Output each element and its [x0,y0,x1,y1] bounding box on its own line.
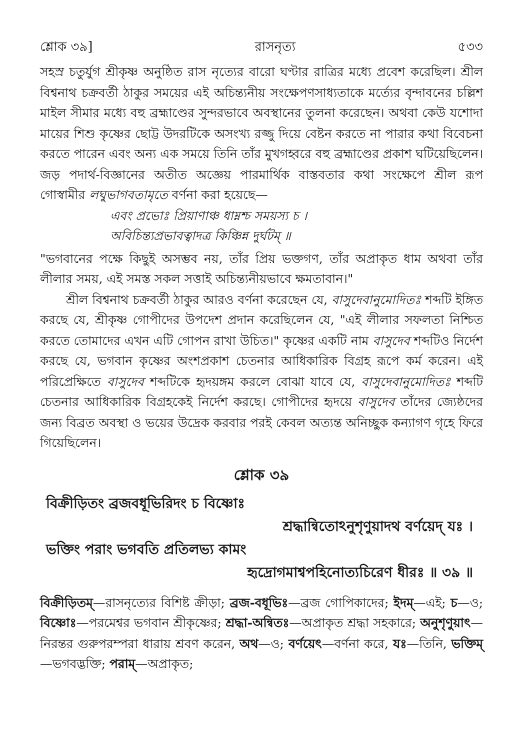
quoted-verse-line-2: অবিচিন্ত্যপ্রভাবত্বাদত্র কিঞ্চিন্ন দুর্ঘটম্ ॥ [110,228,291,243]
header-chapter-title: রাসনৃত্য [254,40,296,55]
synonym-word: ব্রজ-বধূভিঃ [229,594,289,610]
italic-term: বাসুদেবানুমোদিতঃ [331,291,422,307]
synonym-meaning: অপ্রাকৃত শ্রদ্ধা সহকারে; [301,615,421,630]
synonym-meaning: অপ্রাকৃত; [147,656,194,671]
synonym-word: অনুশৃণুয়াৎ [420,615,471,630]
header-verse-ref: শ্লোক ৩৯] [40,40,93,55]
synonym-dash: — [413,594,426,610]
para1-tail: বর্ণনা করা হয়েছে— [167,187,268,202]
synonym-meaning: ও; [270,635,289,651]
italic-term: বাসুদেব [357,394,395,409]
synonym-meaning: এই; [425,594,451,610]
synonym-dash: — [135,656,148,671]
synonym-dash: — [40,656,53,671]
synonym-word: অথ [239,635,259,651]
sloka-line-3: ভক্তিং পরাং ভগবতি প্রতিলভ্য কামং [46,541,247,558]
synonym-dash: — [406,635,420,651]
word-for-word-synonyms [40,593,483,675]
page-number: ৫৩৩ [457,40,483,55]
para2-text-segment: শ্রীল বিশ্বনাথ চক্রবর্তী ঠাকুর আরও বর্ণনা করেছেন যে, [66,291,332,307]
synonym-dash: — [92,594,106,610]
synonym-word: শ্রদ্ধা-অন্বিতঃ [225,615,290,630]
sloka-line-2: শ্রদ্ধান্বিতোঽনুশৃণুয়াদথ বর্ণয়েদ্ যঃ । [282,518,473,535]
synonym-word: ভক্তিম্ [451,635,483,651]
sloka-line-1: বিক্রীড়িতং ব্রজবধূভিরিদং চ বিষ্ণোঃ [46,495,245,512]
synonym-word: বিষ্ণোঃ [40,615,77,630]
quoted-verse-line-1: এবং প্রভোঃ প্রিয়াণাঞ্চ ধাম্নশ্চ সময়স্য চ । [110,207,308,223]
para2-text-segment: শব্দটিকে হৃদয়ঙ্গম করলে বোঝা যাবে যে, [143,373,362,389]
italic-term: বাসুদেবানুমোদিতঃ [361,373,451,389]
synonym-dash: — [289,615,302,630]
synonym-word: যঃ [392,635,407,651]
synonym-meaning: পরমেশ্বর ভগবান শ্রীকৃষ্ণের; [88,615,226,630]
synonym-meaning: ও; [469,594,483,610]
quoted-verse [40,206,483,247]
sloka-text [40,493,483,585]
synonym-dash: — [76,615,89,630]
synonym-meaning: নিরন্তর গুরুপরম্পরা ধারায় শ্রবণ করেন, [40,635,240,651]
para2-text-segment: তাঁদের জ্যেষ্ঠদের জন্য বিব্রত অবস্থা ও ভয়ের উদ্রেক করবার পরই কেবল অত্যন্ত অনিচ্ছুক কন্যাগণ গৃহে ফিরে গিয়েছিলেন। [40,394,483,450]
purport-paragraph-2 [40,290,483,454]
sloka-title: শ্লোক ৩৯ [233,465,290,484]
synonym-dash: — [258,635,271,651]
para2-text-segment: শব্দটিও নির্দেশ করছে যে, ভগবান কৃষ্ণের অংশপ্রকাশ চেতনার আধিকারিক বিগ্রহ রূপে কর্ম করেন। এই পরিপ্রেক্ষিতে [40,332,483,389]
para2-text-segment: শব্দটি ইঙ্গিত করছে যে, শ্রীকৃষ্ণ গোপীদের উপদেশ প্রদান করেছিলেন যে, "এই লীলার সফলতা নিশ্চিত করতে তোমাদের এখন এটি গোপন রাখা উচিত।" কৃষ্ণের একটি নাম [40,291,483,348]
synonym-word: বিক্রীড়িতম্ [40,594,93,610]
verse-translation-quote: "ভগবানের পক্ষে কিছুই অসম্ভব নয়, তাঁর প্রিয় ভক্তগণ, তাঁর অপ্রাকৃত ধাম অথবা তাঁর লীলার সময়, এই সমস্ত সকল সত্তাই অচিন্ত্যনীয়ভাবে ক্ষমতাবান।" [40,250,483,286]
synonym-meaning: ভগবদ্ভক্তি; [52,656,110,671]
synonym-meaning: তিনি, [419,635,452,651]
synonym-dash: — [288,594,301,610]
synonym-meaning: রাসনৃত্যের বিশিষ্ট ক্রীড়া; [105,594,230,610]
para1-text: সহস্র চতুর্যুগ শ্রীকৃষ্ণ অনুষ্ঠিত রাস নৃত্যের বারো ঘণ্টার রাত্রির মধ্যে প্রবেশ করেছিল। শ্রীল বিশ্বনাথ চক্রবর্তী ঠাকুর সময়ের এই অচিন্ত্যনীয় সংক্ষেপণসাধ্যতাকে মর্ত্যের বৃন্দাবনের চল্লিশ মাইল সীমার মধ্যে বহু ব্রহ্মাণ্ডের সুন্দরভাবে অবস্থানের তুলনা করেছেন। অথবা কেউ যশোদা মায়ের শিশু কৃষ্ণের ছোট্ট উদরটিকে অসংখ্য রজ্জু দিয়ে বেষ্টন করতে না পারার কথা বিবেচনা করতে পারেন এবং অন্য এক সময়ে তিনি তাঁর মুখগহ্বরে বহু ব্রহ্মাণ্ডের প্রকাশ ঘটিয়েছিলেন। জড় পদার্থ-বিজ্ঞানের অতীত অজ্ঞেয় পারমার্থিক বাস্তবতার কথা সংক্ষেপে শ্রীল রূপ গোস্বামীর [40,64,483,202]
italic-term: বাসুদেব [106,373,144,389]
book-title-italic: লঘুভাগবতামৃতে [89,187,168,202]
para2-text-segment: শব্দটি চেতনার আধিকারিক বিগ্রহকেই নির্দেশ করছে। গোপীদের হৃদয়ে [40,373,483,409]
synonym-dash: — [470,615,483,630]
running-header [40,38,483,62]
sloka-line-4: হৃদ্রোগমাশ্বপহিনোত্যচিরেণ ধীরঃ ॥ ৩৯ ॥ [247,564,473,581]
synonym-dash: — [457,594,470,610]
synonym-dash: — [321,635,335,651]
synonym-word: পরাম্ [109,656,136,671]
synonym-word: চ [450,594,458,610]
synonym-meaning: বর্ণনা করে, [334,635,393,651]
synonym-word: ইদম্ [393,594,414,610]
synonym-meaning: ব্রজ গোপিকাদের; [300,594,394,610]
synonym-word: বর্ণয়েৎ [288,635,322,651]
purport-paragraph-1 [40,62,483,206]
italic-term: বাসুদেব [372,332,410,348]
